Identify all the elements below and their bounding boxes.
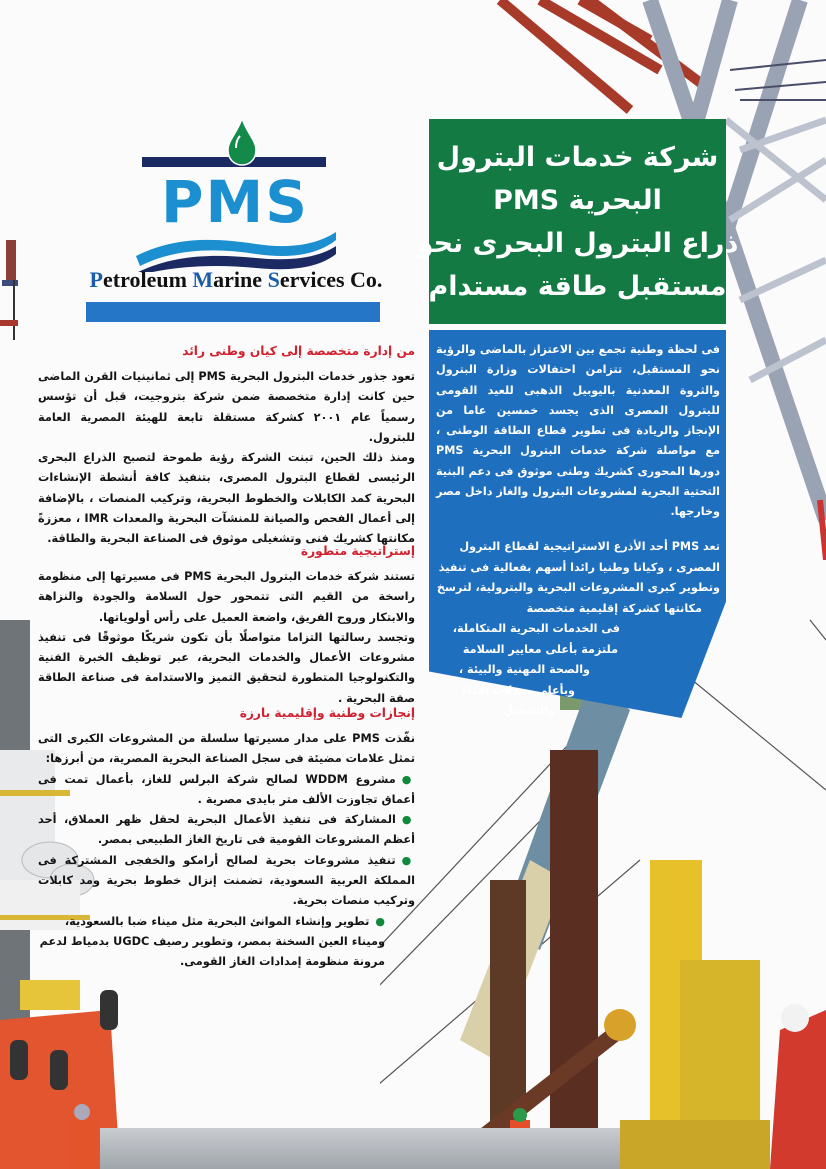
headline-box: [416, 119, 739, 324]
intro-line: تعد PMS أحد الأذرع الاستراتيجية لقطاع البترول: [459, 540, 720, 553]
intro-line: وتطوير كبرى المشروعات البحرية والبترولية، لترسخ: [436, 581, 720, 594]
list-item: ●المشاركة فى تنفيذ الأعمال البحرية لحقل ظهر العملاق، أحد أعظم المشروعات القومية فى تاريخ الغاز الطبيعى بمصر.: [38, 813, 415, 847]
intro-line: المصرى ، وكيانا وطنيا رائدا أسهم بفعالية فى تنفيذ: [438, 560, 720, 574]
bullet-icon: ●: [375, 914, 385, 928]
section-paragraph: تستند شركة خدمات البترول البحرية PMS فى مسيرتها إلى منظومة راسخة من القيم التى تتمحور حول السلامة والجودة والنزاهة والابتكار وروح الفريق، واضعة العميل على رأس أولوياتها.: [38, 570, 415, 624]
section-heading: إنجازات وطنية وإقليمية بارزة: [239, 706, 415, 720]
headline-line-4: مستقبل طاقة مستدام: [428, 270, 727, 302]
intro-line: وبأعلى معدلات الأداء: [461, 683, 575, 697]
section-strategy: [38, 541, 415, 709]
intro-line: والصحة المهنية والبيئة ،: [458, 663, 590, 676]
section-paragraph: نفّذت PMS على مدار مسيرتها سلسلة من المشروعات الكبرى التى تمثل علامات مضيئة فى سجل الصناعة البحرية المصرية، من أبرزها:: [38, 732, 415, 766]
headline-line-1: شركة خدمات البترول: [436, 141, 719, 173]
intro-line: والتشغيل.: [498, 704, 555, 717]
section-achievements: [38, 703, 415, 973]
sea-horizon: [100, 1128, 620, 1169]
logo-bottom-bar: [86, 302, 380, 322]
pms-logo: [86, 116, 386, 326]
bullet-icon: ●: [401, 813, 415, 827]
bullet-icon: ●: [401, 772, 415, 786]
list-item: ●تطوير وإنشاء الموانئ البحرية مثل ميناء ضبا بالسعودية، وميناء العين السخنة بمصر، وتطوير رصيف UGDC بدمياط لدعم مرونة منظومة إمدادات الغاز القومى.: [39, 914, 385, 969]
bullet-icon: ●: [401, 853, 415, 867]
section-heading: من إدارة متخصصة إلى كيان وطنى رائد: [182, 344, 415, 358]
wave-icon: [136, 228, 336, 272]
section-paragraph: وتجسد رسالتها التزاما متواصلًا بأن تكون شريكًا موثوقًا فى تنفيذ مشروعات الأعمال والخدمات البحرية، عبر توظيف الخبرة الفنية والتكنولوجيا المتطورة لتحقيق التميز والاستدامة فى صناعة الطاقة صفة البحرية .: [38, 630, 415, 705]
intro-line: ملتزمة بأعلى معايير السلامة: [462, 642, 618, 656]
list-item: ●تنفيذ مشروعات بحرية لصالح أرامكو والخفجى المشتركة فى المملكة العربية السعودية، تضمنت إنزال خطوط بحرية ومد كابلات وتركيب منصات بحرية.: [38, 853, 415, 908]
section-paragraph: تعود جذور خدمات البترول البحرية PMS إلى ثمانينيات القرن الماضى حين كانت إدارة متخصصة ضمن شركة بتروجيت، قبل أن تؤسس رسمياً عام ٢٠٠١ كشركة مستقلة تابعة للهيئة المصرية العامة للبترول.: [38, 370, 415, 444]
section-history: [38, 341, 415, 550]
achievements-list: [38, 770, 415, 973]
intro-paragraph-2: [436, 537, 720, 722]
intro-line: فى الخدمات البحرية المتكاملة،: [452, 622, 620, 635]
intro-paragraph-1: فى لحظة وطنية تجمع بين الاعتزاز بالماضى والرؤية نحو المستقبل، تتزامن احتفالات وزارة البترول والثروة المعدنية باليوبيل الذهبى للعيد القومى للبترول المصرى الذى يجسد خمسين عاما من الإنجاز والريادة فى تطوير قطاع الطاقة الوطنى ، مع مواصلة شركة خدمات البترول البحرية PMS دورها المحورى كشريك وطنى موثوق فى دعم البنية التحتية البحرية لمشروعات البترول والغاز داخل مصر وخارجها.: [436, 343, 720, 519]
rig-photo-left: [0, 220, 20, 340]
headline-line-3: ذراع البترول البحرى نحو: [416, 227, 739, 259]
section-paragraph: ومنذ ذلك الحين، تبنت الشركة رؤية طموحة لتصبح الذراع البحرى الرئيسى لقطاع البترول المصرى، بتنفيذ كافة أنشطة الإنشاءات البحرية كمد الكابلات والخطوط البحرية، وتركيب المنصات ، بالإضافة إلى أعمال الفحص والصيانة للمنشآت البحرية والمعدات IMR ، معززةً مكانتها كشريك فنى وتشغيلى موثوق فى الصناعة البحرية والطاقة.: [38, 451, 415, 546]
oil-drop-icon: [226, 118, 258, 166]
intro-line: مكانتها كشركة إقليمية متخصصة: [526, 601, 702, 615]
list-item: ●مشروع WDDM لصالح شركة البرلس للغاز، بأعمال تمت فى أعماق تجاوزت الألف متر بايدى مصرية .: [38, 772, 415, 806]
company-name-english: Petroleum Marine Services Co.: [89, 267, 383, 292]
headline-line-2: البحرية PMS: [493, 184, 662, 216]
logo-acronym: PMS: [161, 168, 309, 236]
section-heading: إستراتيجية متطورة: [300, 544, 415, 558]
